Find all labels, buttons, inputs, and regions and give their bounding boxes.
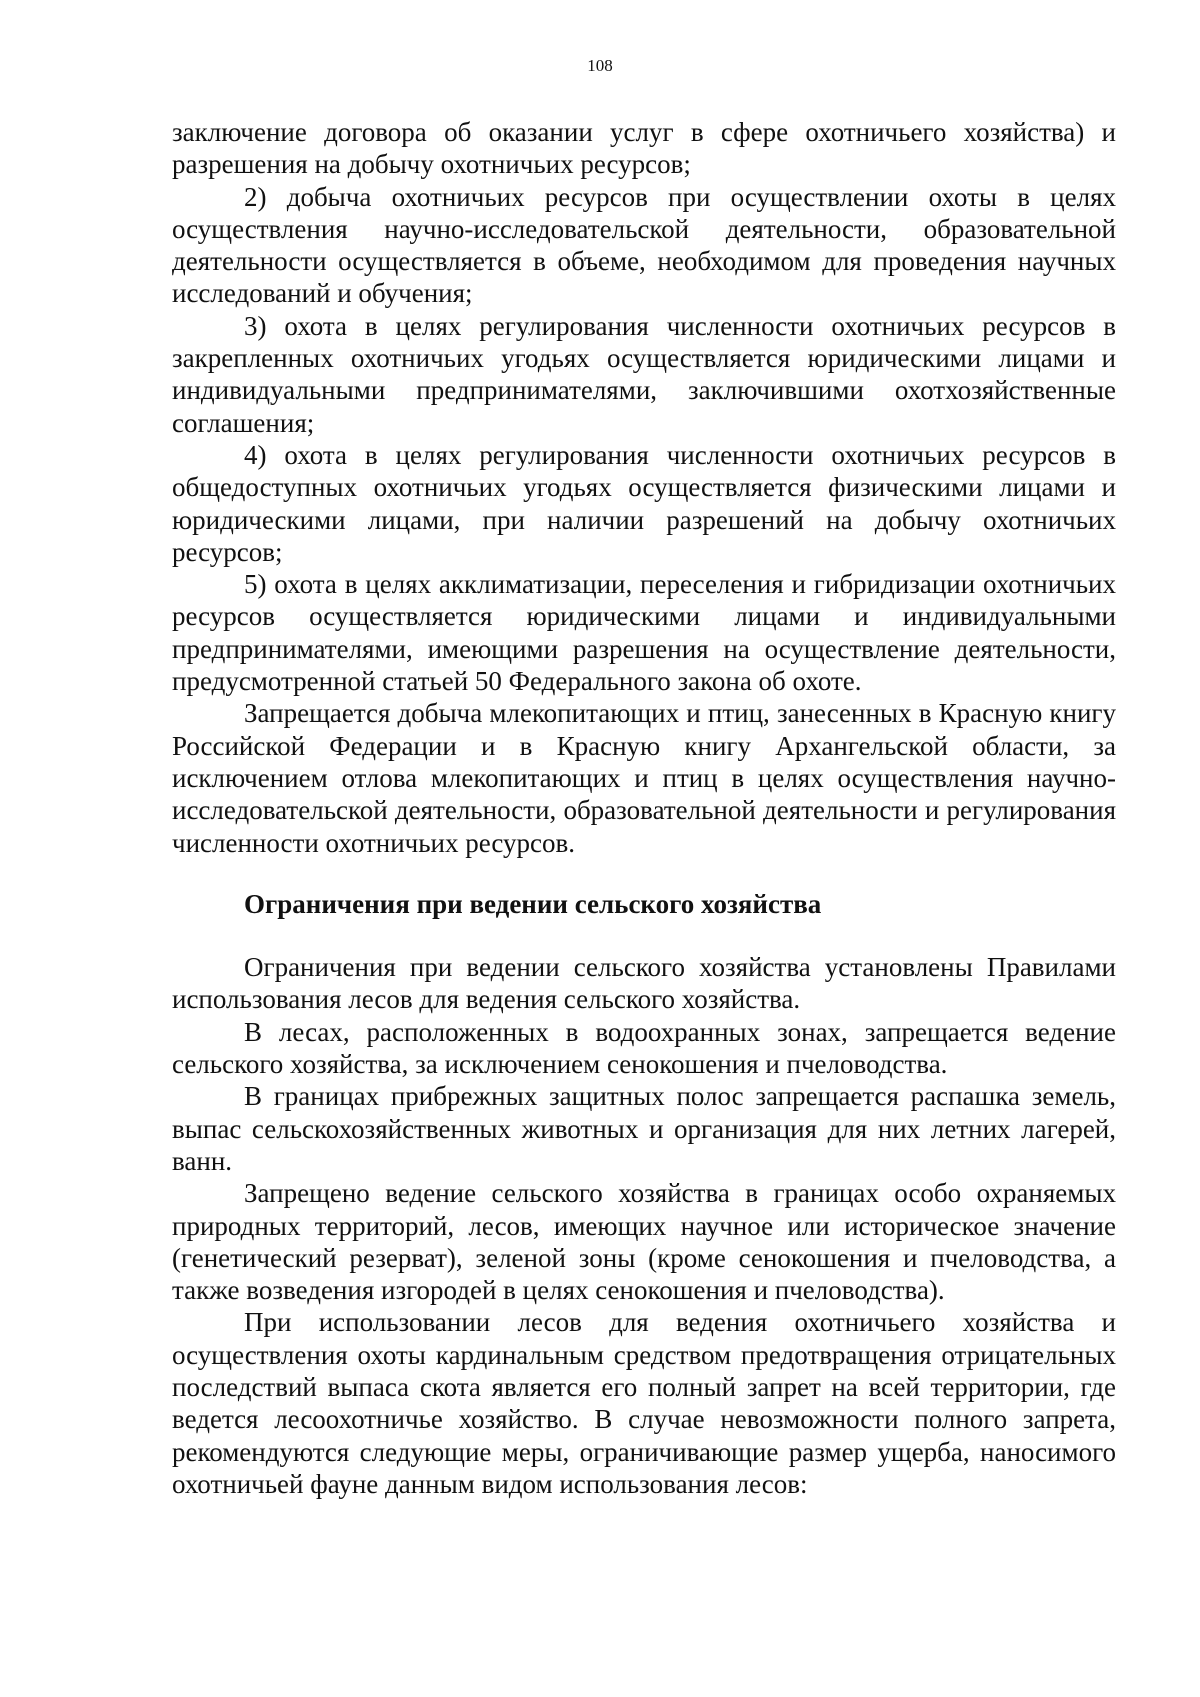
- list-item-3: 3) охота в целях регулирования численности охотничьих ресурсов в закрепленных охотничьих угодьях осуществляется юридическими лицами и индивидуальными предпринимателями, заключившими охотхозяйственные соглашения;: [172, 310, 1116, 438]
- document-body: [172, 116, 1116, 1500]
- list-item-4: 4) охота в целях регулирования численности охотничьих ресурсов в общедоступных охотничьих угодьях осуществляется физическими лицами и юридическими лицами, при наличии разрешений на добычу охотничьих ресурсов;: [172, 439, 1116, 567]
- page-number: 108: [587, 56, 613, 75]
- section-heading: Ограничения при ведении сельского хозяйства: [244, 888, 822, 919]
- paragraph-rules: Ограничения при ведении сельского хозяйства установлены Правилами использования лесов для ведения сельского хозяйства.: [172, 952, 1116, 1015]
- paragraph-coastal-strips: В границах прибрежных защитных полос запрещается распашка земель, выпас сельскохозяйственных животных и организация для них летних лагерей, ванн.: [172, 1081, 1116, 1176]
- paragraph-continuation: заключение договора об оказании услуг в сфере охотничьего хозяйства) и разрешения на добычу охотничьих ресурсов;: [172, 117, 1116, 180]
- paragraph-grazing: При использовании лесов для ведения охотничьего хозяйства и осуществления охоты кардинальным средством предотвращения отрицательных последствий выпаса скота является его полный запрет на всей территории, где ведется лесоохотничье хозяйство. В случае невозможности полного запрета, рекомендуются следующие меры, ограничивающие размер ущерба, наносимого охотничьей фауне данным видом использования лесов:: [172, 1307, 1116, 1499]
- paragraph-red-book: Запрещается добыча млекопитающих и птиц, занесенных в Красную книгу Российской Федерации и в Красную книгу Архангельской области, за исключением отлова млекопитающих и птиц в целях осуществления научно-исследовательской деятельности, образовательной деятельности и регулирования численности охотничьих ресурсов.: [172, 698, 1116, 858]
- list-item-2: 2) добыча охотничьих ресурсов при осуществлении охоты в целях осуществления научно-исследовательской деятельности, образовательной деятельности осуществляется в объеме, необходимом для проведения научных исследований и обучения;: [172, 181, 1116, 309]
- paragraph-water-zones: В лесах, расположенных в водоохранных зонах, запрещается ведение сельского хозяйства, за исключением сенокошения и пчеловодства.: [172, 1016, 1116, 1080]
- paragraph-protected-areas: Запрещено ведение сельского хозяйства в границах особо охраняемых природных территорий, лесов, имеющих научное или историческое значение (генетический резерват), зеленой зоны (кроме сенокошения и пчеловодства, а также возведения изгородей в целях сенокошения и пчеловодства).: [172, 1178, 1116, 1306]
- list-item-5: 5) охота в целях акклиматизации, переселения и гибридизации охотничьих ресурсов осуществляется юридическими лицами и индивидуальными предпринимателями, имеющими разрешения на осуществление деятельности, предусмотренной статьей 50 Федерального закона об охоте.: [172, 569, 1116, 697]
